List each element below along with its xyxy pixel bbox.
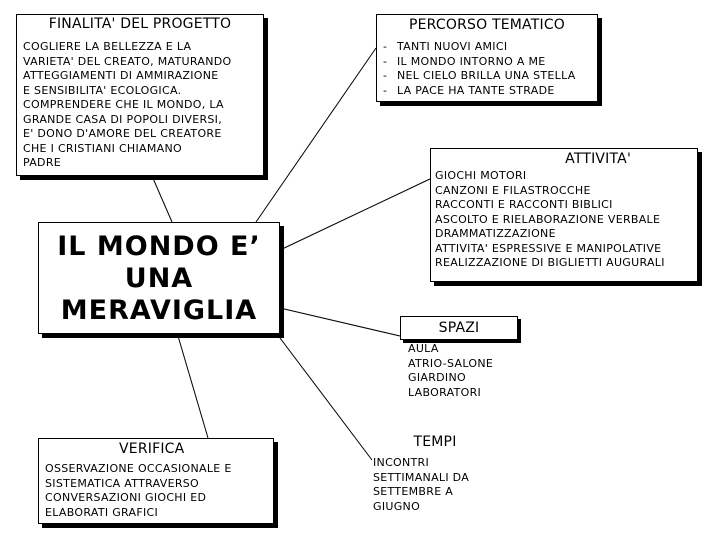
- attivita-text: GIOCHI MOTORI CANZONI E FILASTROCCHE RACCONTI E RACCONTI BIBLICI ASCOLTO E RIELABORAZIONE VERBALE DRAMMATIZZAZIONE ATTIVITA' ESPRESSIVE E MANIPOLATIVE REALIZZAZIONE DI BIGLIETTI AUGURALI: [435, 169, 665, 269]
- tempi-title: TEMPI: [413, 434, 457, 450]
- finalita-title: FINALITA' DEL PROGETTO: [48, 16, 232, 32]
- connector-percorso: [256, 48, 376, 222]
- percorso-item: - IL MONDO INTORNO A ME: [383, 55, 591, 70]
- percorso-list: [383, 40, 591, 98]
- attivita-title: ATTIVITA': [565, 151, 631, 167]
- finalita-box: [16, 14, 264, 176]
- center-title-line-2: UNA: [124, 263, 194, 294]
- percorso-title: PERCORSO TEMATICO: [408, 17, 566, 33]
- connector-finalita: [152, 176, 172, 222]
- connector-verifica: [178, 336, 208, 438]
- percorso-item: - NEL CIELO BRILLA UNA STELLA: [383, 69, 591, 84]
- finalita-text: COGLIERE LA BELLEZZA E LA VARIETA' DEL CREATO, MATURANDO ATTEGGIAMENTI DI AMMIRAZIONE E SENSIBILITA' ECOLOGICA. COMPRENDERE CHE IL MONDO, LA GRANDE CASA DI POPOLI DIVERSI, E' DONO D'AMORE DEL CREATORE CHE I CRISTIANI CHIAMANO PADRE: [23, 40, 232, 169]
- percorso-box: [376, 14, 598, 102]
- tempi-text: INCONTRI SETTIMANALI DA SETTEMBRE A GIUGNO: [373, 456, 470, 513]
- verifica-box: [38, 438, 274, 524]
- center-title-line-3: MERAVIGLIA: [60, 295, 258, 326]
- connector-tempi: [280, 338, 372, 460]
- spazi-text: AULA ATRIO-SALONE GIARDINO LABORATORI: [408, 342, 494, 399]
- spazi-box: [400, 316, 518, 340]
- spazi-title: SPAZI: [438, 320, 480, 336]
- percorso-item: - LA PACE HA TANTE STRADE: [383, 84, 591, 99]
- connector-spazi: [280, 308, 400, 336]
- center-title-line-1: IL MONDO E’: [57, 231, 261, 262]
- verifica-title: VERIFICA: [119, 441, 185, 457]
- percorso-item: - TANTI NUOVI AMICI: [383, 40, 591, 55]
- attivita-box: [430, 148, 698, 282]
- verifica-text: OSSERVAZIONE OCCASIONALE E SISTEMATICA ATTRAVERSO CONVERSAZIONI GIOCHI ED ELABORATI GRAFICI: [45, 462, 232, 519]
- connector-attivita: [280, 178, 432, 250]
- center-box: [38, 222, 280, 334]
